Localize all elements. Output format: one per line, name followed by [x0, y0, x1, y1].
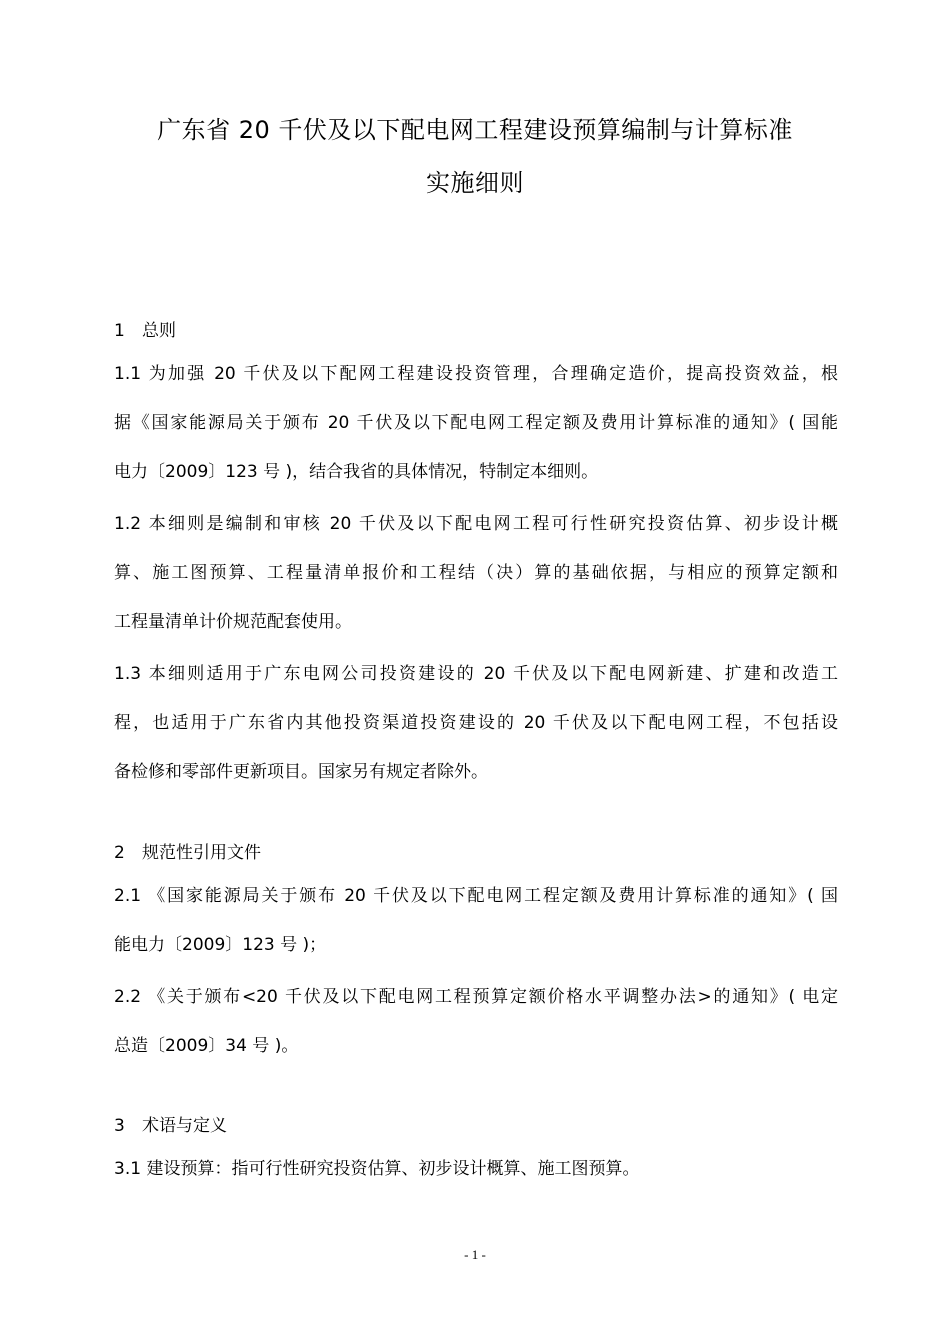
paragraph-1-2-line-3: 工程量清单计价规范配套使用。: [114, 612, 352, 632]
section-number: 1: [114, 321, 125, 341]
paragraph-1-2-line-1: 1.2 本细则是编制和审核 20 千伏及以下配电网工程可行性研究投资估算、初步设计概: [114, 514, 838, 534]
paragraph-1-3-line-1: 1.3 本细则适用于广东电网公司投资建设的 20 千伏及以下配电网新建、扩建和改造工: [114, 664, 838, 684]
section-heading-2: [114, 837, 261, 869]
section-heading-3: [114, 1110, 227, 1142]
paragraph-1-2-line-2: 算、施工图预算、工程量清单报价和工程结（决）算的基础依据，与相应的预算定额和: [114, 563, 838, 583]
section-title: 术语与定义: [142, 1116, 227, 1136]
paragraph-2-2-line-2: 总造〔2009〕34 号 )。: [114, 1036, 299, 1056]
section-number: 2: [114, 843, 125, 863]
section-heading-1: [114, 315, 176, 347]
section-title: 规范性引用文件: [142, 843, 261, 863]
document-title-line-2: 实施细则: [426, 169, 524, 197]
page-number: - 1 -: [464, 1247, 486, 1262]
paragraph-1-1-line-3: 电力〔2009〕123 号 )，结合我省的具体情况，特制定本细则。: [114, 462, 599, 482]
paragraph-1-1-line-1: 1.1 为加强 20 千伏及以下配网工程建设投资管理，合理确定造价，提高投资效益，根: [114, 364, 838, 384]
section-title: 总则: [142, 321, 176, 341]
document-title-line-1: 广东省 20 千伏及以下配电网工程建设预算编制与计算标准: [157, 116, 793, 144]
paragraph-2-1-line-2: 能电力〔2009〕123 号 )；: [114, 935, 327, 955]
paragraph-3-1-line-1: 3.1 建设预算：指可行性研究投资估算、初步设计概算、施工图预算。: [114, 1159, 640, 1179]
section-number: 3: [114, 1116, 125, 1136]
paragraph-2-2-line-1: 2.2 《关于颁布<20 千伏及以下配电网工程预算定额价格水平调整办法>的通知》( 电定: [114, 987, 838, 1007]
paragraph-2-1-line-1: 2.1 《国家能源局关于颁布 20 千伏及以下配电网工程定额及费用计算标准的通知》( 国: [114, 886, 838, 906]
paragraph-1-1-line-2: 据《国家能源局关于颁布 20 千伏及以下配电网工程定额及费用计算标准的通知》( 国能: [114, 413, 838, 433]
paragraph-1-3-line-3: 备检修和零部件更新项目。国家另有规定者除外。: [114, 762, 488, 782]
paragraph-1-3-line-2: 程，也适用于广东省内其他投资渠道投资建设的 20 千伏及以下配电网工程，不包括设: [114, 713, 838, 733]
